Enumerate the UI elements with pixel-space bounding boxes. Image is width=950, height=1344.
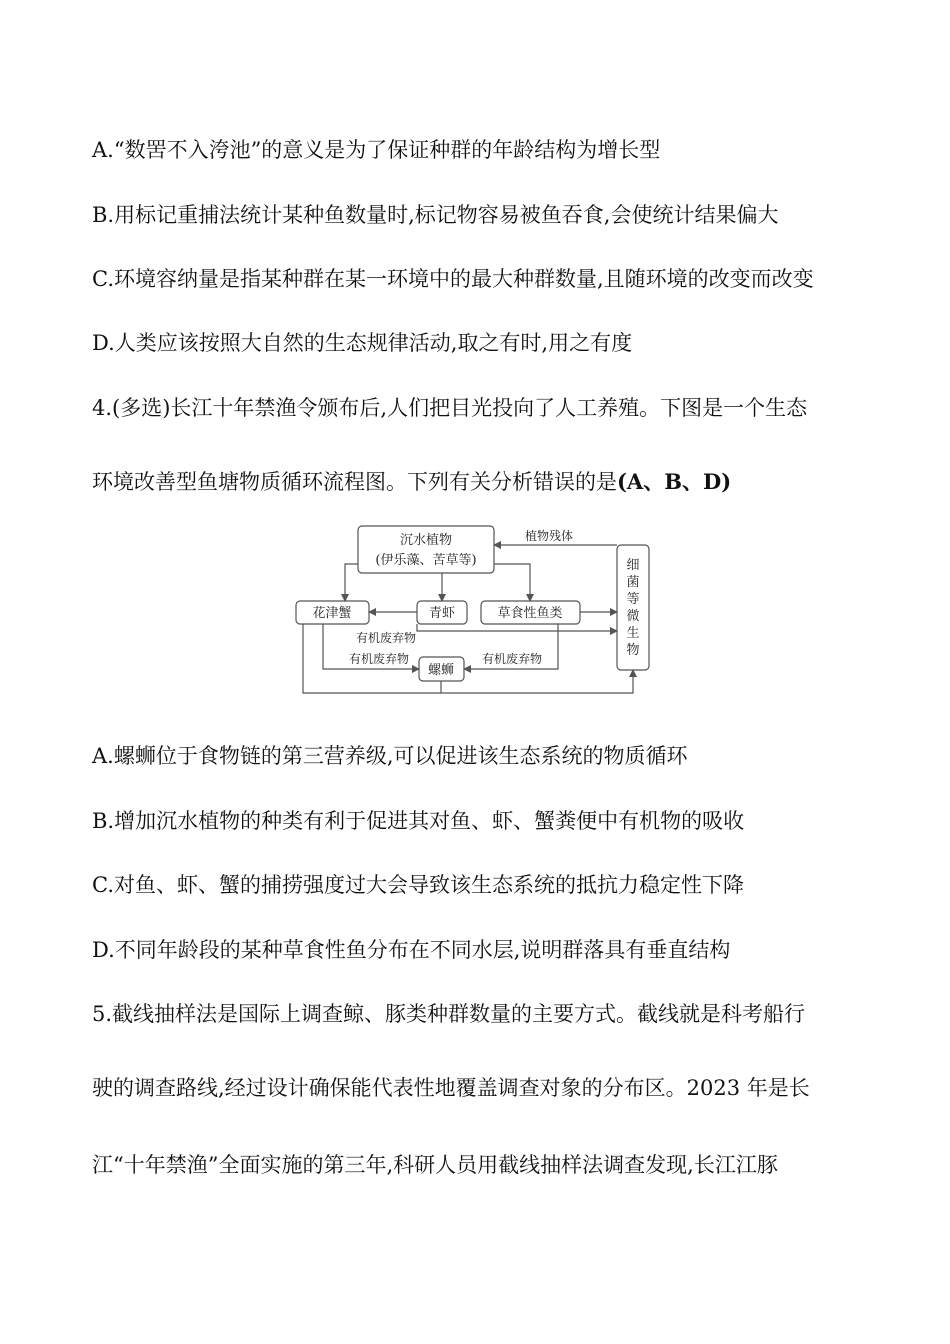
q5-line3: 江“十年禁渔”全面实施的第三年,科研人员用截线抽样法调查发现,长江江豚 [92, 1153, 778, 1177]
waste-label-crab: 有机废弃物 [348, 652, 410, 666]
arrow-shrimp-waste-to-microbes [417, 624, 617, 631]
q3-option-c: C.环境容纳量是指某种群在某一环境中的最大种群数量,且随环境的改变而改变 [92, 267, 814, 291]
fish-label: 草食性鱼类 [497, 606, 563, 621]
residue-label: 植物残体 [524, 529, 574, 543]
fishpond-cycle-diagram [295, 522, 655, 700]
q5-line1: 5.截线抽样法是国际上调查鲸、豚类种群数量的主要方式。截线就是科考船行 [92, 1002, 806, 1026]
q3-option-a: A.“数罟不入洿池”的意义是为了保证种群的年龄结构为增长型 [92, 138, 661, 162]
q4-option-a: A.螺蛳位于食物链的第三营养级,可以促进该生态系统的物质循环 [92, 744, 688, 768]
q3-option-d: D.人类应该按照大自然的生态规律活动,取之有时,用之有度 [92, 331, 633, 355]
microbes-char-4: 微 [626, 609, 640, 624]
microbes-char-6: 物 [626, 643, 640, 658]
microbes-char-1: 细 [626, 558, 640, 573]
microbes-char-5: 生 [626, 626, 640, 641]
plant-label-1: 沉水植物 [399, 533, 453, 548]
q5-line2: 驶的调查路线,经过设计确保能代表性地覆盖调查对象的分布区。2023 年是长 [92, 1076, 810, 1100]
microbes-char-3: 等 [626, 592, 640, 607]
q4-stem-text: 环境改善型鱼塘物质循环流程图。下列有关分析错误的是 [92, 470, 617, 494]
q4-answer: (A、B、D) [617, 469, 732, 494]
waste-label-fish: 有机废弃物 [481, 652, 543, 666]
q4-option-d: D.不同年龄段的某种草食性鱼分布在不同水层,说明群落具有垂直结构 [92, 938, 731, 962]
q4-stem-line1: 4.(多选)长江十年禁渔令颁布后,人们把目光投向了人工养殖。下图是一个生态 [92, 396, 808, 420]
q4-stem-line2 [92, 468, 731, 496]
arrow-snail-to-microbes [441, 670, 633, 693]
q3-option-b: B.用标记重捕法统计某种鱼数量时,标记物容易被鱼吞食,会使统计结果偏大 [92, 203, 779, 227]
crab-label: 花津蟹 [312, 606, 352, 621]
q4-option-b: B.增加沉水植物的种类有利于促进其对鱼、虾、蟹粪便中有机物的吸收 [92, 809, 745, 833]
waste-label-shrimp: 有机废弃物 [355, 631, 417, 645]
q4-option-c: C.对鱼、虾、蟹的捕捞强度过大会导致该生态系统的抵抗力稳定性下降 [92, 873, 744, 897]
shrimp-label: 青虾 [428, 606, 456, 621]
microbes-char-2: 菌 [626, 575, 640, 590]
plant-label-2: (伊乐藻、苦草等) [375, 553, 477, 568]
snail-label: 螺蛳 [427, 663, 455, 678]
arrow-plant-to-crab [345, 564, 358, 601]
arrow-plant-to-fish [494, 564, 530, 601]
